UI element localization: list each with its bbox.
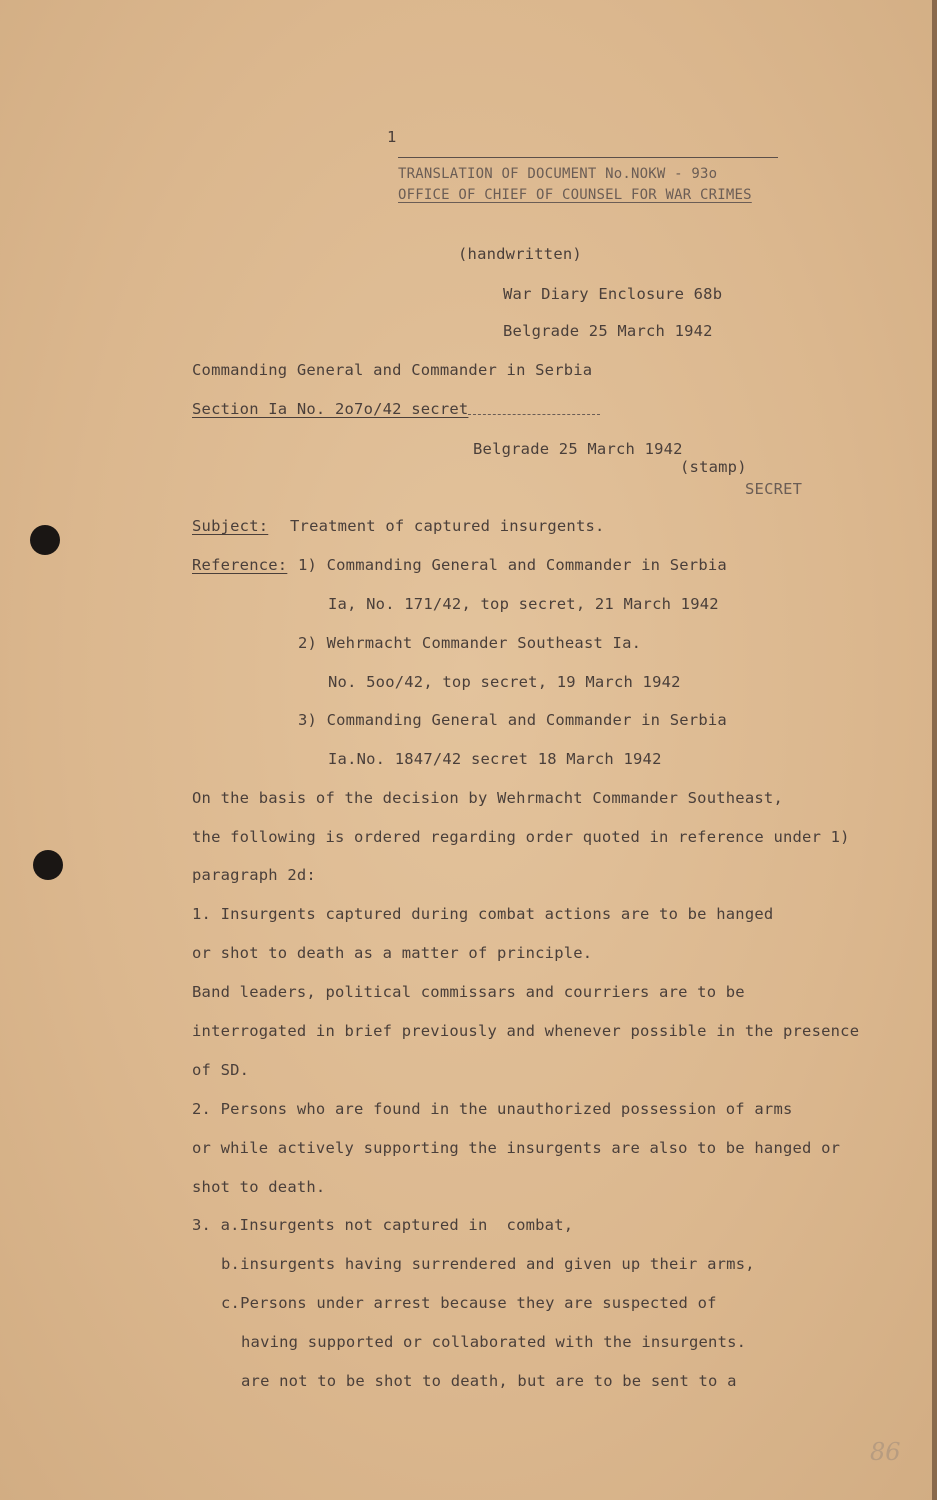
secret-mark: SECRET xyxy=(745,480,803,498)
subject-label: Subject: xyxy=(192,517,269,535)
header-line-1: TRANSLATION OF DOCUMENT No.NOKW - 93o xyxy=(398,166,718,182)
reference-label: Reference: xyxy=(192,556,288,574)
body-line: Band leaders, political commissars and courriers are to be xyxy=(192,983,745,1001)
reference-item: No. 5oo/42, top secret, 19 March 1942 xyxy=(328,673,681,691)
enclosure-ref: War Diary Enclosure 68b xyxy=(503,285,723,303)
body-line: 2. Persons who are found in the unauthorized possession of arms xyxy=(192,1100,793,1118)
page-mark: 1 xyxy=(387,128,397,146)
body-line: or shot to death as a matter of principle. xyxy=(192,944,593,962)
section-dash xyxy=(468,414,600,415)
section-ref: Section Ia No. 2o7o/42 secret xyxy=(192,400,469,418)
reference-item: Ia, No. 171/42, top secret, 21 March 1942 xyxy=(328,595,719,613)
date-second: Belgrade 25 March 1942 xyxy=(473,440,683,458)
subject-text: Treatment of captured insurgents. xyxy=(290,517,605,535)
reference-item: Ia.No. 1847/42 secret 18 March 1942 xyxy=(328,750,662,768)
punch-hole-top xyxy=(30,525,60,555)
body-line: On the basis of the decision by Wehrmacht Commander Southeast, xyxy=(192,789,783,807)
body-line: interrogated in brief previously and whenever possible in the presence xyxy=(192,1022,860,1040)
folio-number: 86 xyxy=(870,1438,901,1466)
page-edge xyxy=(932,0,937,1500)
body-line: shot to death. xyxy=(192,1178,326,1196)
stamp-note: (stamp) xyxy=(680,458,747,476)
body-line: c.Persons under arrest because they are suspected of xyxy=(221,1294,717,1312)
header-rule xyxy=(398,157,778,158)
body-line: b.insurgents having surrendered and given up their arms, xyxy=(221,1255,755,1273)
body-line: having supported or collaborated with the insurgents. xyxy=(241,1333,747,1351)
reference-item: 3) Commanding General and Commander in Serbia xyxy=(298,711,727,729)
sender: Commanding General and Commander in Serbia xyxy=(192,361,593,379)
body-line: of SD. xyxy=(192,1061,250,1079)
header-line-2: OFFICE OF CHIEF OF COUNSEL FOR WAR CRIMES xyxy=(398,187,752,203)
reference-item: 2) Wehrmacht Commander Southeast Ia. xyxy=(298,634,642,652)
punch-hole-bottom xyxy=(33,850,63,880)
handwritten-note: (handwritten) xyxy=(458,245,582,263)
body-line: 3. a.Insurgents not captured in combat, xyxy=(192,1216,574,1234)
body-line: or while actively supporting the insurgents are also to be hanged or xyxy=(192,1139,841,1157)
body-line: paragraph 2d: xyxy=(192,866,316,884)
body-line: are not to be shot to death, but are to be sent to a xyxy=(241,1372,737,1390)
date-top: Belgrade 25 March 1942 xyxy=(503,322,713,340)
reference-item: 1) Commanding General and Commander in Serbia xyxy=(298,556,727,574)
body-line: 1. Insurgents captured during combat actions are to be hanged xyxy=(192,905,774,923)
body-line: the following is ordered regarding order quoted in reference under 1) xyxy=(192,828,850,846)
